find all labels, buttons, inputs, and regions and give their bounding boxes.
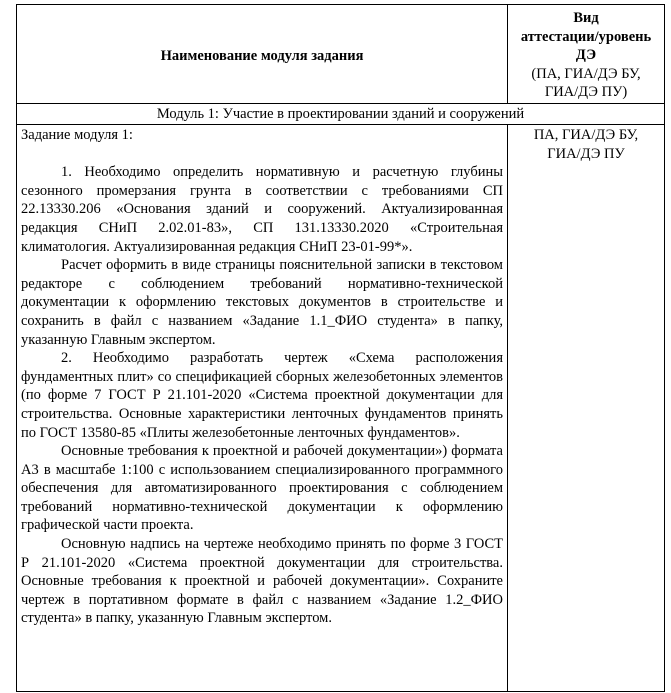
header-attestation-line-5: ГИА/ДЭ ПУ) xyxy=(544,84,628,101)
task-paragraph-2: Расчет оформить в виде страницы пояснительной записки в текстовом редакторе с соблюдением требований нормативно-технической документации к оформлению текстовых документов в строительстве и сохранить в файл с названием «Задание 1.1_ФИО студента» в папку, указанную Главным экспертом. xyxy=(21,257,503,348)
header-attestation-line-3: ДЭ xyxy=(575,47,597,64)
task-paragraph-3: 2. Необходимо разработать чертеж «Схема расположения фундаментных плит» со спецификацией сборных железобетонных элементов (по форме 7 ГОСТ Р 21.101-2020 «Система проектной документации для строительства. Основные характеристики ленточных фундаментов принять по ГОСТ 13580-85 «Плиты железобетонные ленточных фундаментов». xyxy=(21,350,503,441)
assignment-table xyxy=(16,4,665,692)
task-attestation-line-2: ГИА/ДЭ ПУ xyxy=(547,145,625,162)
header-module-name: Наименование модуля задания xyxy=(17,5,508,104)
task-label: Задание модуля 1: xyxy=(21,127,133,143)
module-row xyxy=(17,104,665,125)
header-attestation-type xyxy=(508,5,665,104)
module-title: Модуль 1: Участие в проектировании зданий и сооружений xyxy=(17,104,665,125)
task-paragraph-4: Основные требования к проектной и рабочей документации») формата А3 в масштабе 1:100 с использованием специализированного программного обеспечения для автоматизированного проектирования с соблюдением требований нормативно-технической документации к оформлению графической части проекта. xyxy=(21,443,503,534)
task-paragraph-1: 1. Необходимо определить нормативную и расчетную глубины сезонного промерзания грунта в соответствии с требованиями СП 22.13330.206 «Основания зданий и сооружений. Актуализированная редакция СНиП 2.02.01-83», СП 131.13330.2020 «Строительная климатология. Актуализированная редакция СНиП 23-01-99*». xyxy=(21,164,503,255)
header-attestation-line-2: аттестации/уровень xyxy=(520,28,652,45)
header-attestation-line-1: Вид xyxy=(573,10,599,26)
header-attestation-line-4: (ПА, ГИА/ДЭ БУ, xyxy=(531,65,641,82)
task-paragraph-5: Основную надпись на чертеже необходимо принять по форме 3 ГОСТ Р 21.101-2020 «Система проектной документации для строительства. Основные требования к проектной и рабочей документации». Сохраните чертеж в портативном формате в файл с названием «Задание 1.2_ФИО студента» в папку, указанную Главным экспертом. xyxy=(21,536,503,627)
task-content xyxy=(17,125,508,692)
task-row xyxy=(17,125,665,692)
task-attestation xyxy=(508,125,665,692)
task-attestation-line-1: ПА, ГИА/ДЭ БУ, xyxy=(533,127,639,143)
header-row xyxy=(17,5,665,104)
